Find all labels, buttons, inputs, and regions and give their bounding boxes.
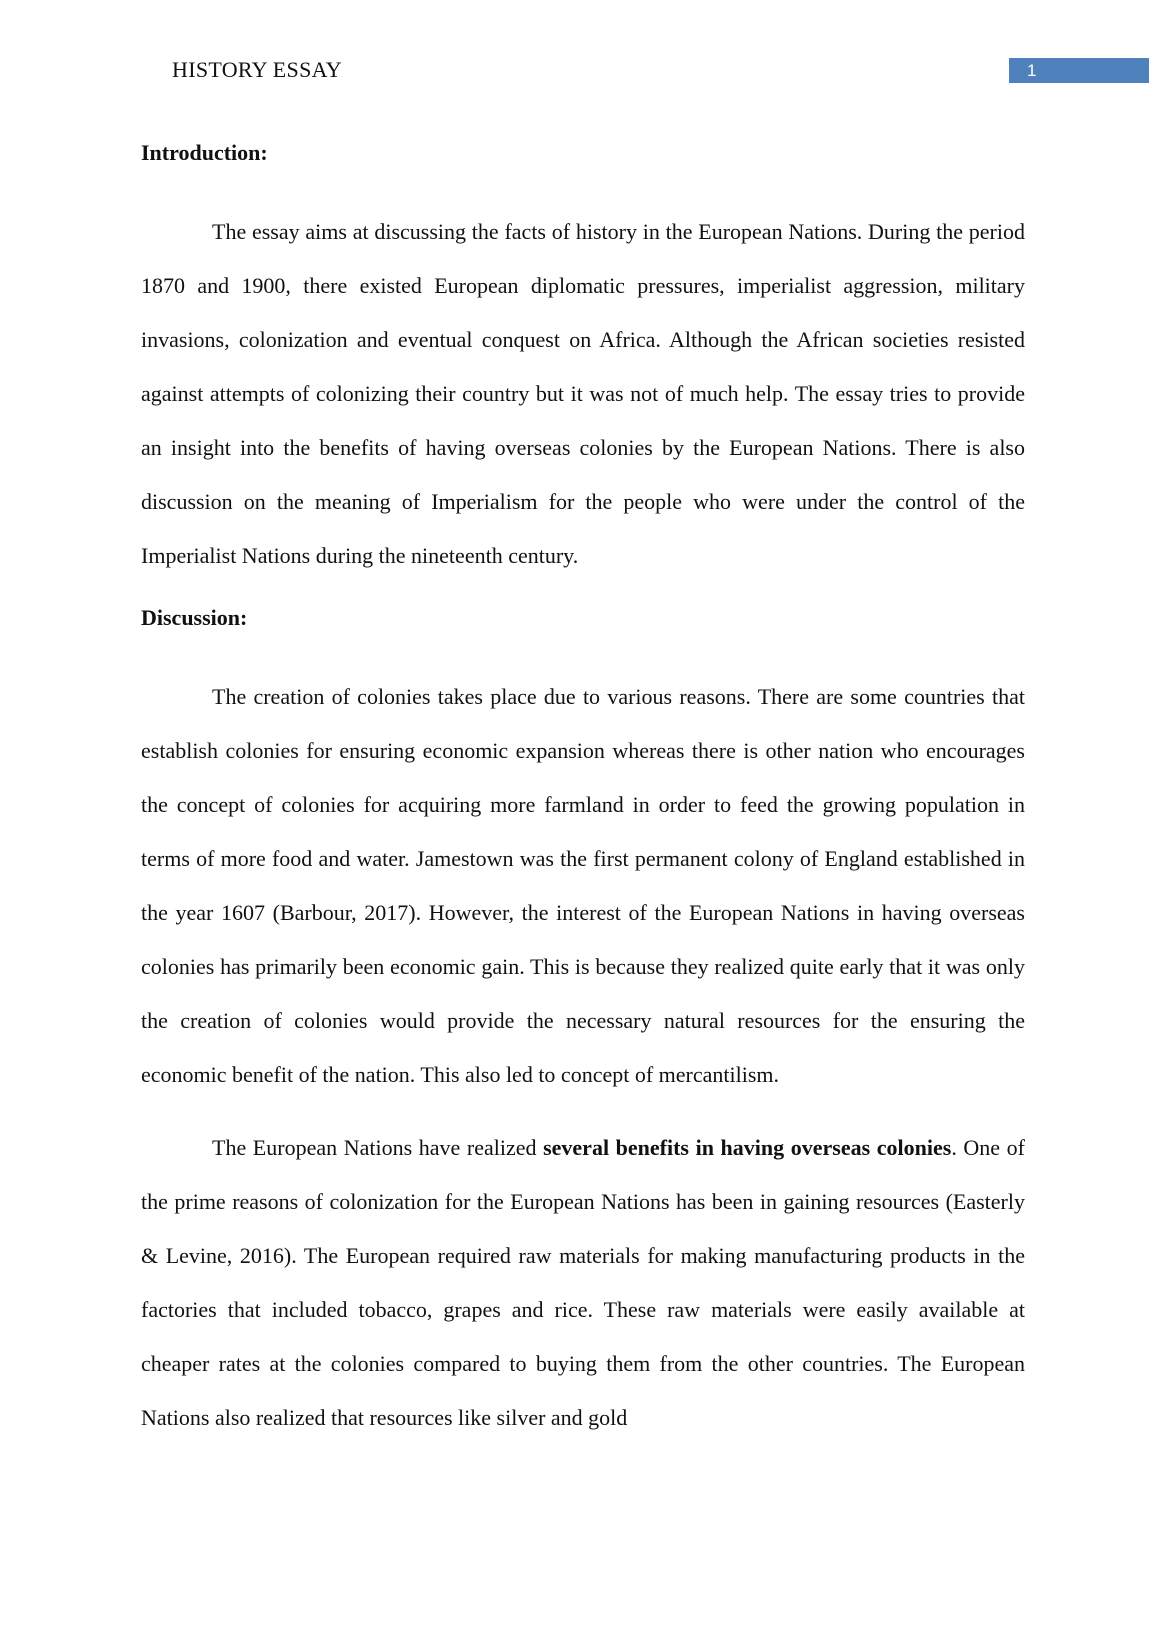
paragraph-2-intro-text: The European Nations have realized [212, 1135, 544, 1160]
introduction-heading: Introduction: [141, 140, 268, 165]
page-number-bar [1009, 58, 1149, 83]
discussion-paragraph-2 [141, 1121, 1025, 1445]
running-header-title: HISTORY ESSAY [172, 57, 342, 82]
paragraph-2-bold-phrase: several benefits in having overseas colonies [543, 1135, 952, 1160]
discussion-heading: Discussion: [141, 605, 248, 630]
essay-body [141, 138, 1025, 1445]
paragraph-2-remaining-text: . One of the prime reasons of colonization for the European Nations has been in gaining resources (Easterly & Levine, 2016). The European required raw materials for making manufacturing products in the factories that included tobacco, grapes and rice. These raw materials were easily available at cheaper rates at the colonies compared to buying them from the other countries. The European Nations also realized that resources like silver and gold [141, 1135, 1025, 1430]
introduction-paragraph: The essay aims at discussing the facts of history in the European Nations. During the period 1870 and 1900, there existed European diplomatic pressures, imperialist aggression, military invasions, colonization and eventual conquest on Africa. Although the African societies resisted against attempts of colonizing their country but it was not of much help. The essay tries to provide an insight into the benefits of having overseas colonies by the European Nations. There is also discussion on the meaning of Imperialism for the people who were under the control of the Imperialist Nations during the nineteenth century. [141, 219, 1025, 568]
discussion-paragraph-1: The creation of colonies takes place due to various reasons. There are some countries that establish colonies for ensuring economic expansion whereas there is other nation who encourages the concept of colonies for acquiring more farmland in order to feed the growing population in terms of more food and water. Jamestown was the first permanent colony of England established in the year 1607 (Barbour, 2017). However, the interest of the European Nations in having overseas colonies has primarily been economic gain. This is because they realized quite early that it was only the creation of colonies would provide the necessary natural resources for the ensuring the economic benefit of the nation. This also led to concept of mercantilism. [141, 684, 1025, 1087]
page-number: 1 [1027, 61, 1037, 80]
